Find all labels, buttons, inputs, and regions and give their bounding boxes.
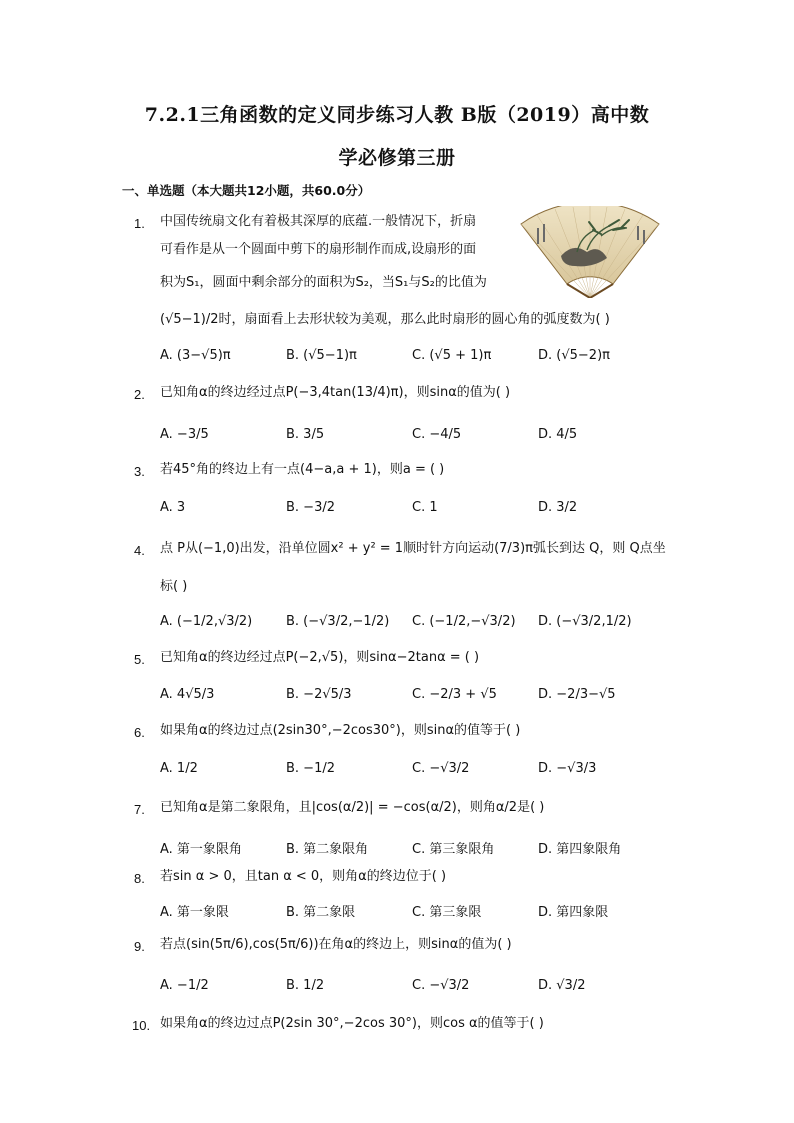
question-number: 9.: [134, 939, 145, 954]
option-d: D. 第四象限角: [538, 842, 622, 857]
option-d: D. 4/5: [538, 427, 578, 442]
option-a: A. 1/2: [160, 761, 198, 776]
question-number: 2.: [134, 387, 145, 402]
option-a: A. (−1/2,√3/2): [160, 614, 253, 629]
document-title-line-1: 7.2.1三角函数的定义同步练习人教 B版（2019）高中数: [144, 104, 650, 126]
option-a: A. −3/5: [160, 427, 209, 442]
option-d: D. 3/2: [538, 500, 578, 515]
option-d: D. √3/2: [538, 978, 586, 993]
option-c: C. −√3/2: [412, 978, 470, 993]
question-number: 7.: [134, 802, 145, 817]
option-b: B. 3/5: [286, 427, 325, 442]
option-b: B. (√5−1)π: [286, 348, 357, 363]
question-6-text: 如果角α的终边过点(2sin30°,−2cos30°)，则sinα的值等于( ): [160, 723, 521, 738]
option-a: A. 3: [160, 500, 186, 515]
question-number: 3.: [134, 464, 145, 479]
question-1-line-4: (√5−1)/2时，扇面看上去形状较为美观，那么此时扇形的圆心角的弧度数为( ): [160, 312, 610, 327]
option-b: B. 第二象限角: [286, 842, 369, 857]
option-d: D. −2/3−√5: [538, 687, 616, 702]
question-1-line-2: 可看作是从一个圆面中剪下的扇形制作而成,设扇形的面: [160, 242, 477, 257]
question-1-line-1: 中国传统扇文化有着极其深厚的底蕴.一般情况下，折扇: [160, 214, 477, 229]
option-d: D. (−√3/2,1/2): [538, 614, 632, 629]
option-c: C. −√3/2: [412, 761, 470, 776]
option-c: C. 1: [412, 500, 438, 515]
question-8-text: 若sin α > 0，且tan α < 0，则角α的终边位于( ): [160, 869, 447, 884]
option-a: A. −1/2: [160, 978, 209, 993]
option-c: C. 第三象限角: [412, 842, 495, 857]
option-a: A. (3−√5)π: [160, 348, 231, 363]
option-a: A. 第一象限角: [160, 842, 242, 857]
section-heading: 一、单选题（本大题共12小题，共60.0分）: [122, 183, 371, 198]
question-number: 5.: [134, 652, 145, 667]
option-d: D. −√3/3: [538, 761, 597, 776]
option-d: D. 第四象限: [538, 905, 609, 920]
option-b: B. −1/2: [286, 761, 335, 776]
option-b: B. 第二象限: [286, 905, 356, 920]
question-number: 1.: [134, 216, 145, 231]
question-number: 6.: [134, 725, 145, 740]
option-b: B. 1/2: [286, 978, 325, 993]
question-4-line-1: 点 P从(−1,0)出发，沿单位圆x² + y² = 1顺时针方向运动(7/3)π弧长到达 Q，则 Q点坐: [160, 541, 666, 556]
option-b: B. (−√3/2,−1/2): [286, 614, 390, 629]
question-number: 8.: [134, 871, 145, 886]
question-2-text: 已知角α的终边经过点P(−3,4tan(13/4)π)，则sinα的值为( ): [160, 385, 511, 400]
option-c: C. (−1/2,−√3/2): [412, 614, 516, 629]
question-number: 10.: [132, 1018, 151, 1033]
option-c: C. −4/5: [412, 427, 462, 442]
question-1-line-3: 积为S₁，圆面中剩余部分的面积为S₂，当S₁与S₂的比值为: [160, 275, 487, 290]
question-10-text: 如果角α的终边过点P(2sin 30°,−2cos 30°)，则cos α的值等于( ): [160, 1016, 544, 1031]
question-5-text: 已知角α的终边经过点P(−2,√5)，则sinα−2tanα = ( ): [160, 650, 480, 665]
option-c: C. (√5 + 1)π: [412, 348, 492, 363]
option-d: D. (√5−2)π: [538, 348, 610, 363]
question-3-text: 若45°角的终边上有一点(4−a,a + 1)，则a = ( ): [160, 462, 445, 477]
folding-fan-image: [517, 206, 663, 298]
question-number: 4.: [134, 543, 145, 558]
option-a: A. 4√5/3: [160, 687, 215, 702]
option-b: B. −2√5/3: [286, 687, 352, 702]
document-title-line-2: 学必修第三册: [338, 147, 456, 169]
option-c: C. 第三象限: [412, 905, 482, 920]
option-c: C. −2/3 + √5: [412, 687, 497, 702]
option-b: B. −3/2: [286, 500, 335, 515]
question-9-text: 若点(sin(5π/6),cos(5π/6))在角α的终边上，则sinα的值为( ): [160, 937, 512, 952]
option-a: A. 第一象限: [160, 905, 229, 920]
question-4-line-2: 标( ): [160, 579, 188, 594]
question-7-text: 已知角α是第二象限角，且|cos(α/2)| = −cos(α/2)，则角α/2是( ): [160, 800, 545, 815]
